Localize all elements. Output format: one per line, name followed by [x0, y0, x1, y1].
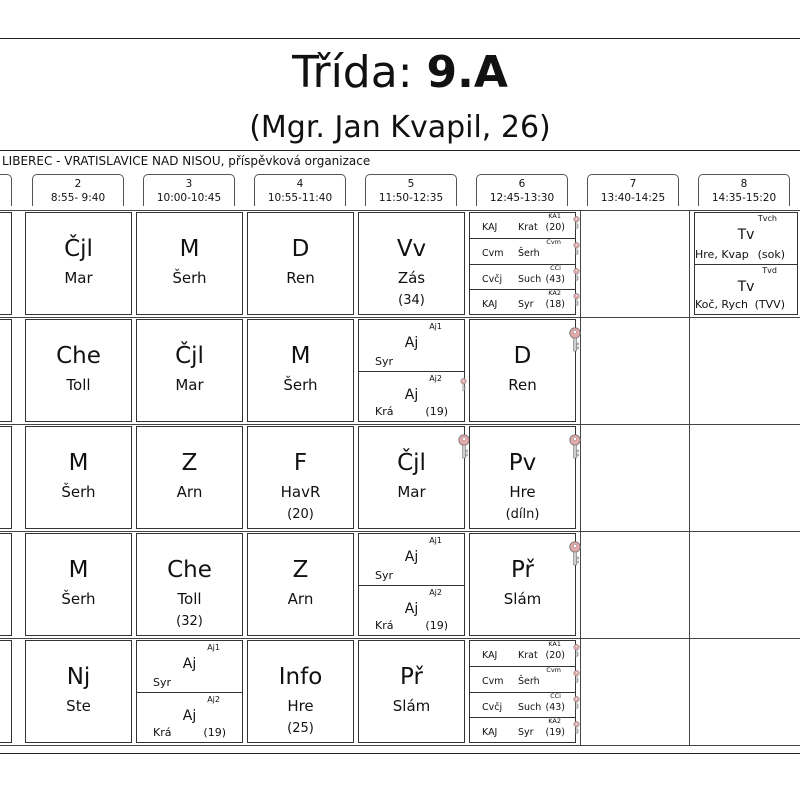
subject: Aj — [404, 549, 419, 565]
row-separator — [0, 424, 800, 425]
subject: Aj — [404, 335, 419, 351]
subject: Tv — [737, 278, 755, 295]
teacher: Arn — [287, 590, 314, 608]
teacher: Hre — [509, 483, 536, 501]
lesson-cell-split[interactable] — [136, 640, 243, 743]
teacher: Ste — [66, 697, 91, 715]
lesson-cell-split[interactable] — [358, 319, 465, 422]
period-header-4 — [254, 174, 346, 206]
subject: Che — [56, 343, 101, 369]
group-lesson — [470, 289, 575, 314]
lesson-cell[interactable] — [469, 319, 576, 422]
room: (19) — [203, 726, 226, 739]
period-number: 5 — [407, 178, 415, 190]
teacher: Mar — [397, 483, 426, 501]
subject: Info — [278, 664, 323, 690]
room: (sok) — [757, 247, 785, 261]
teacher: Šerh — [61, 483, 96, 501]
teacher: Hre, Kvap — [695, 247, 749, 261]
teacher: Arn — [176, 483, 203, 501]
lesson-cell[interactable] — [247, 319, 354, 422]
period-header-1 — [0, 174, 12, 206]
lesson-cell-split[interactable] — [358, 533, 465, 636]
period-number: 7 — [629, 178, 637, 190]
subject: Vv — [396, 236, 427, 262]
room: (25) — [287, 721, 314, 736]
period-number: 6 — [518, 178, 526, 190]
subject: Z — [181, 450, 198, 476]
subject: Cvčj — [482, 701, 503, 713]
room: (20) — [545, 222, 565, 233]
subject: KAJ — [482, 726, 498, 738]
teacher: Krá — [375, 405, 394, 418]
group-lesson — [470, 692, 575, 717]
subject: Tv — [737, 227, 755, 243]
subject: Čjl — [175, 343, 204, 369]
period-time: 11:50-12:35 — [378, 192, 444, 204]
class-name: 9.A — [426, 47, 508, 98]
subject: Aj — [404, 600, 419, 617]
lesson-cell[interactable] — [358, 426, 465, 529]
lesson-cell-split[interactable] — [694, 212, 798, 315]
period-time: 12:45-13:30 — [489, 192, 555, 204]
teacher: Toll — [66, 376, 91, 394]
subject: Pv — [508, 450, 537, 476]
lesson-cell[interactable] — [25, 319, 132, 422]
period-time: 13:40-14:25 — [600, 192, 666, 204]
teacher: Mar — [64, 269, 93, 287]
subject: M — [68, 450, 89, 476]
lesson-cell[interactable] — [136, 533, 243, 636]
subject: M — [290, 343, 311, 369]
teacher: Šerh — [283, 376, 318, 394]
page-title: Třída: 9.A — [292, 47, 508, 98]
key-icon — [573, 721, 580, 735]
teacher: Krá — [375, 619, 394, 632]
lesson-cell[interactable] — [136, 426, 243, 529]
subject: M — [68, 557, 89, 583]
group-label: CČi — [550, 263, 561, 272]
teacher: Šerh — [518, 248, 540, 260]
group-lesson — [470, 213, 575, 238]
row-separator — [0, 317, 800, 318]
subject: Cvčj — [482, 273, 503, 285]
subject: KAJ — [482, 222, 498, 233]
teacher: Syr — [518, 726, 534, 738]
lesson-cell[interactable] — [25, 426, 132, 529]
teacher: Hre — [287, 697, 314, 715]
teacher: Slám — [392, 697, 431, 715]
top-rule — [0, 38, 800, 39]
row-separator — [0, 210, 800, 211]
key-icon — [573, 696, 580, 710]
group-label: Tvd — [762, 265, 777, 275]
bottom-rule — [0, 753, 800, 754]
lesson-cell[interactable] — [358, 212, 465, 315]
key-icon — [573, 216, 580, 230]
group-lesson — [470, 666, 575, 691]
period-header-3 — [143, 174, 235, 206]
period-number: 2 — [74, 178, 82, 190]
lesson-cell[interactable] — [247, 533, 354, 636]
subject: Aj — [404, 386, 419, 403]
teacher: Such — [518, 701, 542, 713]
group-lesson — [695, 264, 797, 315]
key-icon — [573, 293, 580, 307]
teacher: Toll — [177, 590, 202, 608]
period-time: 14:35-15:20 — [711, 192, 777, 204]
subject: F — [293, 450, 308, 476]
period-number: 4 — [296, 178, 304, 190]
group-label: Cvm — [546, 666, 561, 675]
group-lesson — [359, 534, 464, 585]
period-time: 8:55- 9:40 — [50, 192, 106, 204]
teacher: Syr — [153, 675, 172, 689]
room: (32) — [176, 614, 203, 629]
subject: Che — [167, 557, 212, 583]
subject: KAJ — [482, 650, 498, 661]
subject: Nj — [66, 664, 91, 690]
header-rule — [0, 150, 800, 151]
group-label: Aj2 — [207, 694, 220, 704]
lesson-cell[interactable] — [469, 533, 576, 636]
lesson-cell-partial — [0, 426, 12, 529]
subject: KAJ — [482, 298, 498, 310]
room: (43) — [545, 273, 565, 285]
teacher: Šerh — [61, 590, 96, 608]
lesson-cell[interactable] — [358, 640, 465, 743]
group-lesson — [359, 585, 464, 636]
room: (34) — [398, 293, 425, 308]
period-header-7 — [587, 174, 679, 206]
teacher: Koč, Rych — [695, 298, 749, 311]
group-label: KA1 — [548, 640, 561, 648]
room: (19) — [545, 726, 565, 738]
teacher: Ren — [508, 376, 537, 394]
lesson-cell-partial — [0, 212, 12, 315]
group-label: Aj2 — [429, 373, 442, 383]
group-lesson — [470, 264, 575, 289]
period-header-6 — [476, 174, 568, 206]
group-label: KA2 — [548, 288, 561, 297]
lesson-cell[interactable] — [247, 212, 354, 315]
room: (43) — [545, 701, 565, 713]
subject: D — [291, 236, 310, 262]
room: (20) — [545, 650, 565, 661]
lesson-cell-partial — [0, 533, 12, 636]
period-header-2 — [32, 174, 124, 206]
teacher: Krat — [518, 650, 538, 661]
group-label: Aj1 — [207, 643, 220, 652]
lesson-cell-partial — [0, 640, 12, 743]
teacher: Krá — [153, 726, 172, 739]
period-header-8 — [698, 174, 790, 206]
key-icon — [573, 670, 580, 684]
teacher: Krat — [518, 222, 538, 233]
lesson-cell-quad[interactable] — [469, 212, 576, 315]
lesson-cell[interactable] — [247, 426, 354, 529]
teacher: Šerh — [172, 269, 207, 287]
group-lesson — [359, 320, 464, 371]
subject: Z — [292, 557, 309, 583]
column-separator — [689, 210, 690, 745]
group-label: Aj2 — [429, 587, 442, 597]
subject: Aj — [182, 707, 197, 724]
school-name: LIBEREC - VRATISLAVICE NAD NISOU, příspěvková organizace — [2, 154, 371, 168]
row-separator — [0, 531, 800, 532]
room: (TVV) — [754, 298, 785, 311]
lesson-cell-quad[interactable] — [469, 640, 576, 743]
teacher: Ren — [286, 269, 315, 287]
subject: Čjl — [397, 450, 426, 476]
group-label: Cvm — [546, 238, 561, 247]
lesson-cell[interactable] — [25, 640, 132, 743]
room: (díln) — [505, 507, 540, 522]
subject: Př — [400, 664, 423, 690]
teacher: Mar — [175, 376, 204, 394]
key-icon — [569, 434, 581, 460]
period-header-5 — [365, 174, 457, 206]
teacher: Šerh — [518, 676, 540, 688]
teacher: Such — [518, 273, 542, 285]
lesson-cell[interactable] — [136, 319, 243, 422]
teacher: Syr — [518, 298, 534, 310]
group-label: Aj1 — [429, 322, 442, 331]
key-icon — [573, 644, 580, 658]
group-lesson — [470, 717, 575, 742]
group-label: Tvch — [757, 214, 777, 223]
subject: D — [513, 343, 532, 369]
period-time: 10:00-10:45 — [156, 192, 222, 204]
lesson-cell[interactable] — [25, 212, 132, 315]
group-label: KA1 — [548, 212, 561, 220]
room: (19) — [425, 619, 448, 632]
row-separator — [0, 745, 800, 746]
column-separator — [580, 210, 581, 745]
period-number: 3 — [185, 178, 193, 190]
room: (19) — [425, 405, 448, 418]
teacher: Zás — [397, 269, 426, 287]
period-number: 8 — [740, 178, 748, 190]
teacher: Slám — [503, 590, 542, 608]
group-label: KA2 — [548, 716, 561, 725]
lesson-cell[interactable] — [247, 640, 354, 743]
lesson-cell-partial — [0, 319, 12, 422]
class-teacher: (Mgr. Jan Kvapil, 26) — [249, 110, 551, 145]
teacher: Syr — [375, 568, 394, 582]
subject: Aj — [182, 656, 197, 672]
group-lesson — [137, 692, 242, 743]
lesson-cell[interactable] — [25, 533, 132, 636]
period-time: 10:55-11:40 — [267, 192, 333, 204]
key-icon — [573, 242, 580, 256]
group-lesson — [359, 371, 464, 422]
key-icon — [569, 541, 581, 567]
group-lesson — [137, 641, 242, 692]
group-label: CČi — [550, 691, 561, 700]
row-separator — [0, 638, 800, 639]
key-icon — [460, 378, 467, 392]
subject: Cvm — [482, 248, 504, 260]
teacher: HavR — [280, 483, 321, 501]
group-lesson — [470, 641, 575, 666]
lesson-cell[interactable] — [469, 426, 576, 529]
group-lesson — [695, 213, 797, 264]
teacher: Syr — [375, 354, 394, 368]
subject: Cvm — [482, 676, 504, 688]
room: (18) — [545, 298, 565, 310]
group-label: Aj1 — [429, 536, 442, 545]
subject: Př — [511, 557, 534, 583]
key-icon — [573, 268, 580, 282]
subject: Čjl — [64, 236, 93, 262]
room: (20) — [287, 507, 314, 522]
key-icon — [569, 327, 581, 353]
lesson-cell[interactable] — [136, 212, 243, 315]
subject: M — [179, 236, 200, 262]
group-lesson — [470, 238, 575, 263]
